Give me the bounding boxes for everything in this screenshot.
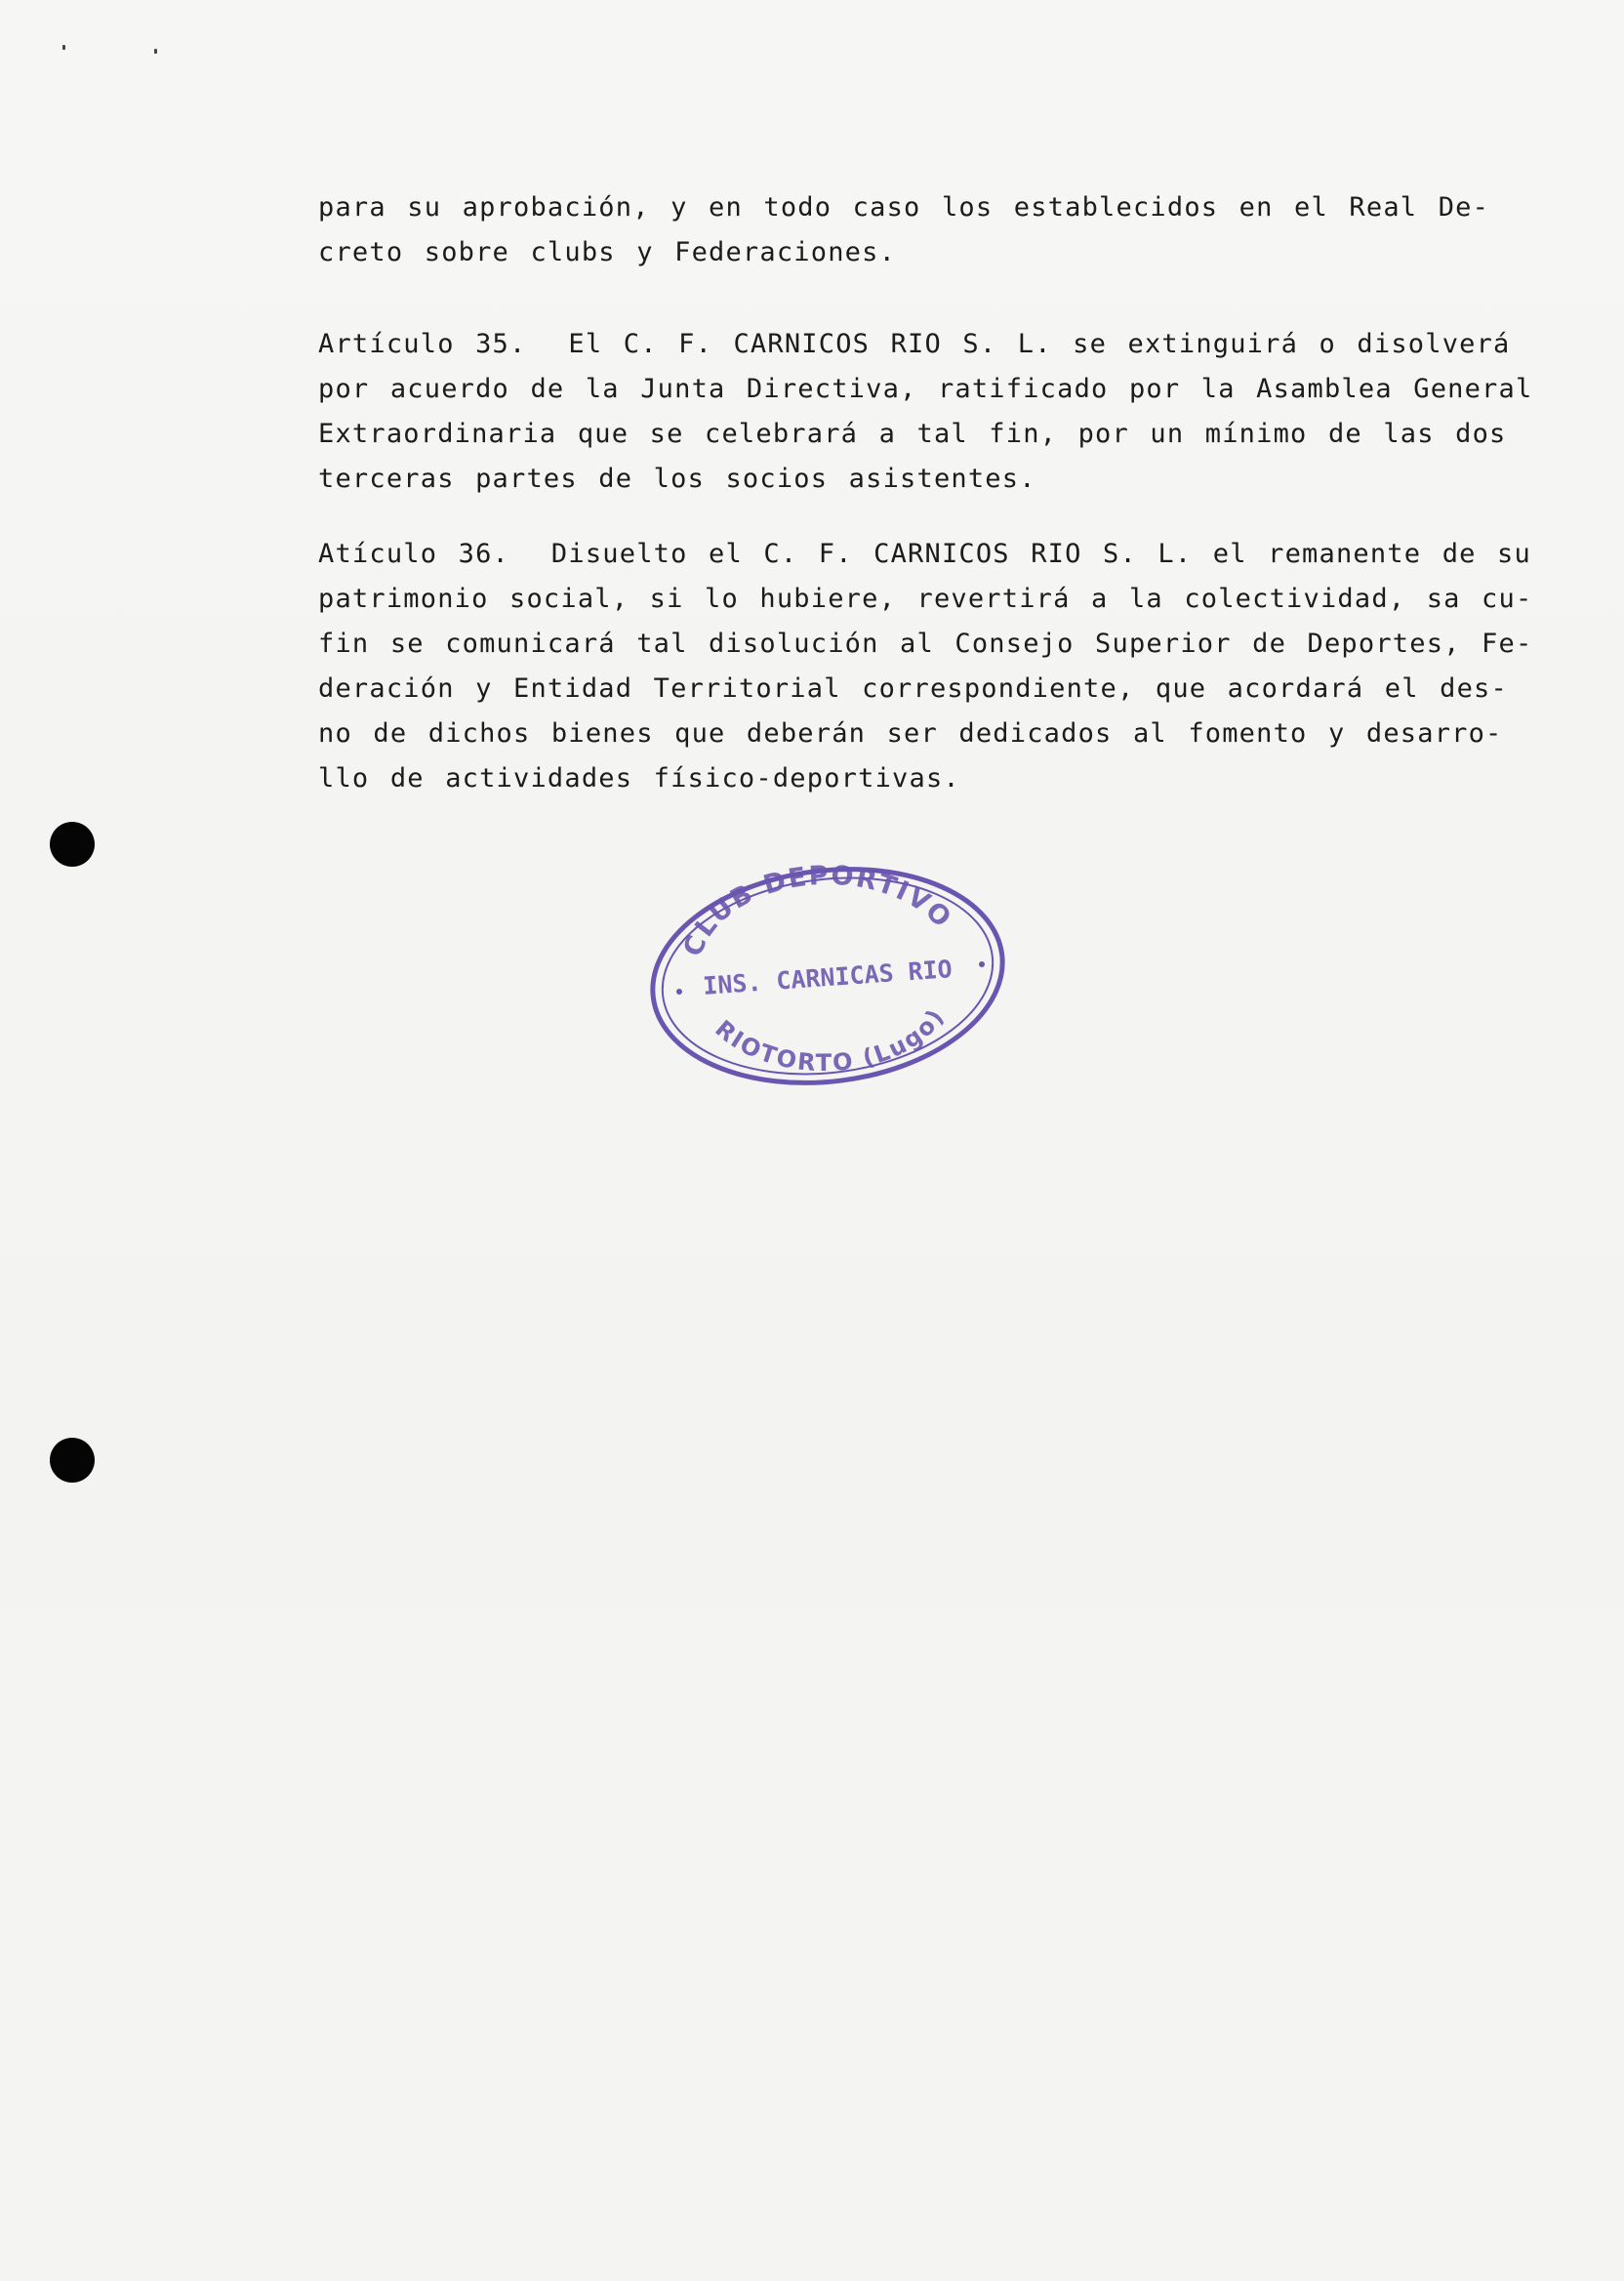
club-stamp xyxy=(646,863,1009,1089)
stamp-bottom-text: RIOTORTO (Lugo) xyxy=(710,1002,951,1078)
text-line: Atículo 36. Disuelto el C. F. CARNICOS RIO S. L. el remanente de su xyxy=(318,539,1531,569)
stamp-middle-text: INS. CARNICAS RIO xyxy=(702,955,954,1000)
svg-text:RIOTORTO (Lugo) xyxy=(710,1003,950,1077)
stamp-separator-dot xyxy=(979,961,985,967)
article-35-paragraph xyxy=(318,322,1533,502)
paper-speck xyxy=(62,45,65,50)
text-line: para su aprobación, y en todo caso los establecidos en el Real De- xyxy=(318,192,1490,223)
paper-speck xyxy=(154,49,157,54)
text-line: por acuerdo de la Junta Directiva, ratificado por la Asamblea General xyxy=(318,374,1533,404)
text-line: llo de actividades físico-deportivas. xyxy=(318,763,960,794)
text-line: terceras partes de los socios asistentes. xyxy=(318,464,1036,494)
text-line: patrimonio social, si lo hubiere, revertirá a la colectividad, sa cu- xyxy=(318,584,1533,614)
text-line: deración y Entidad Territorial correspondiente, que acordará el des- xyxy=(318,673,1508,704)
text-line: Artículo 35. El C. F. CARNICOS RIO S. L. se extinguirá o disolverá xyxy=(318,329,1511,359)
stamp-top-text: CLUB DEPORTIVO xyxy=(677,863,958,961)
stamp-separator-dot xyxy=(676,989,682,995)
text-line: creto sobre clubs y Federaciones. xyxy=(318,237,897,267)
text-line: Extraordinaria que se celebrará a tal fin, por un mínimo de las dos xyxy=(318,419,1507,449)
punch-hole-upper xyxy=(50,822,95,867)
text-line: no de dichos bienes que deberán ser dedicados al fomento y desarro- xyxy=(318,718,1503,749)
article-36-paragraph xyxy=(318,532,1533,801)
text-line: fin se comunicará tal disolución al Consejo Superior de Deportes, Fe- xyxy=(318,629,1533,659)
punch-hole-lower xyxy=(50,1438,95,1483)
paragraph-continuation xyxy=(318,185,1528,275)
